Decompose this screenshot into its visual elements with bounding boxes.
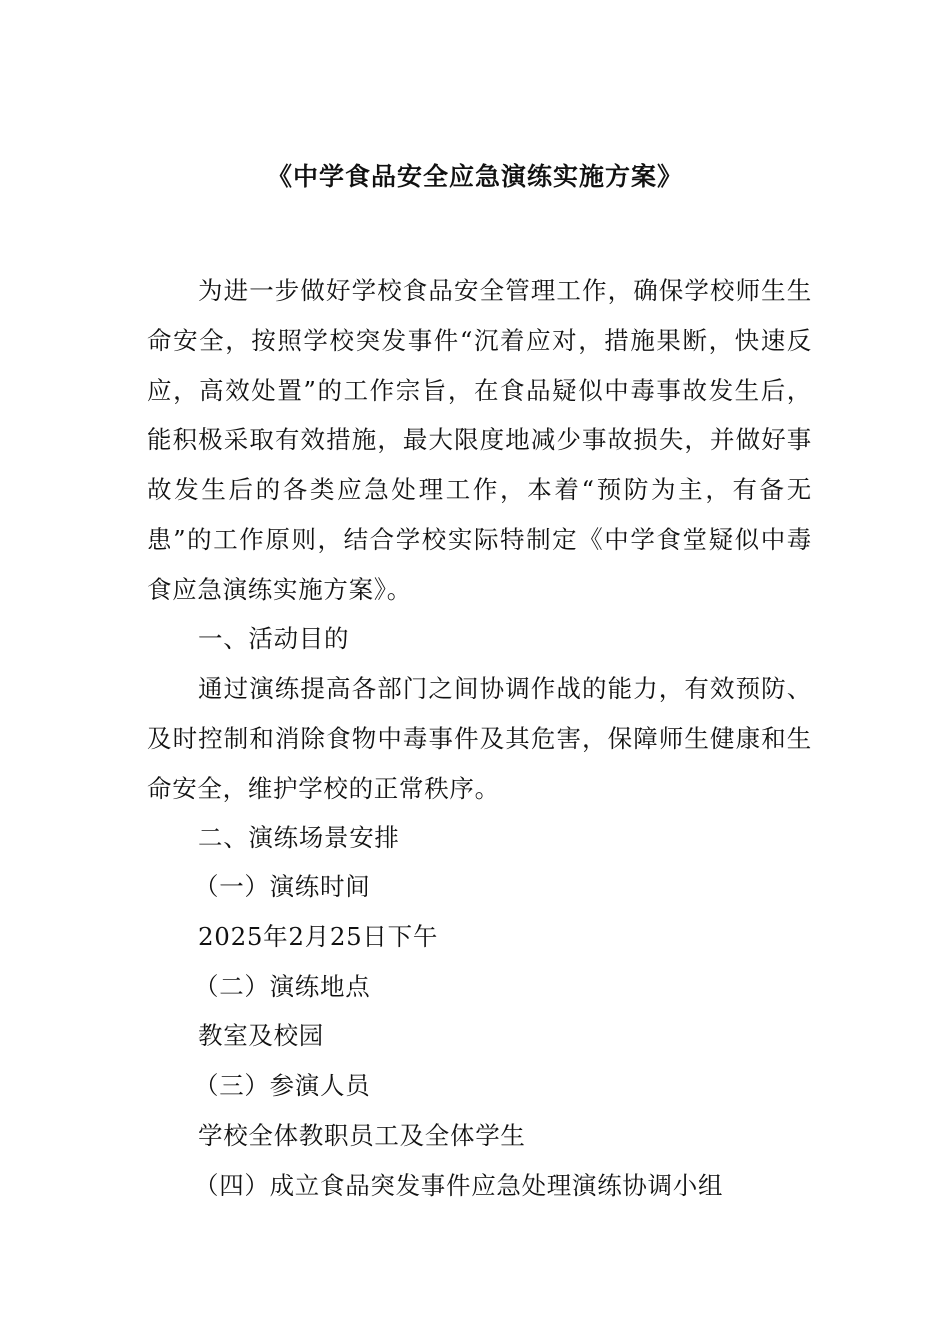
subsection-drill-location: （二）演练地点 [194,972,371,1001]
subsection-participants: （三）参演人员 [194,1071,371,1100]
document-title: 《中学食品安全应急演练实施方案》 [266,162,683,191]
participants-value: 学校全体教职员工及全体学生 [198,1121,526,1150]
drill-location-value: 教室及校园 [198,1021,324,1050]
section1-heading: 一、活动目的 [198,624,350,653]
section1-paragraph: 通过演练提高各部门之间协调作战的能力，有效预防、及时控制和消除食物中毒事件及其危害，保障师生健康和生命安全，维护学校的正常秩序。 [147,674,812,803]
section2-heading: 二、演练场景安排 [198,823,400,852]
intro-paragraph: 为进一步做好学校食品安全管理工作，确保学校师生生命安全，按照学校突发事件“沉着应对，措施果断，快速反应，高效处置”的工作宗旨，在食品疑似中毒事故发生后，能积极采取有效措施，最大限度地减少事故损失，并做好事故发生后的各类应急处理工作，本着“预防为主，有备无患”的工作原则，结合学校实际特制定《中学食堂疑似中毒食应急演练实施方案》。 [147,276,812,604]
subsection-coordination-group: （四）成立食品突发事件应急处理演练协调小组 [194,1171,724,1200]
drill-time-value: 2025年2月25日下午 [198,922,439,951]
subsection-drill-time: （一）演练时间 [194,872,371,901]
